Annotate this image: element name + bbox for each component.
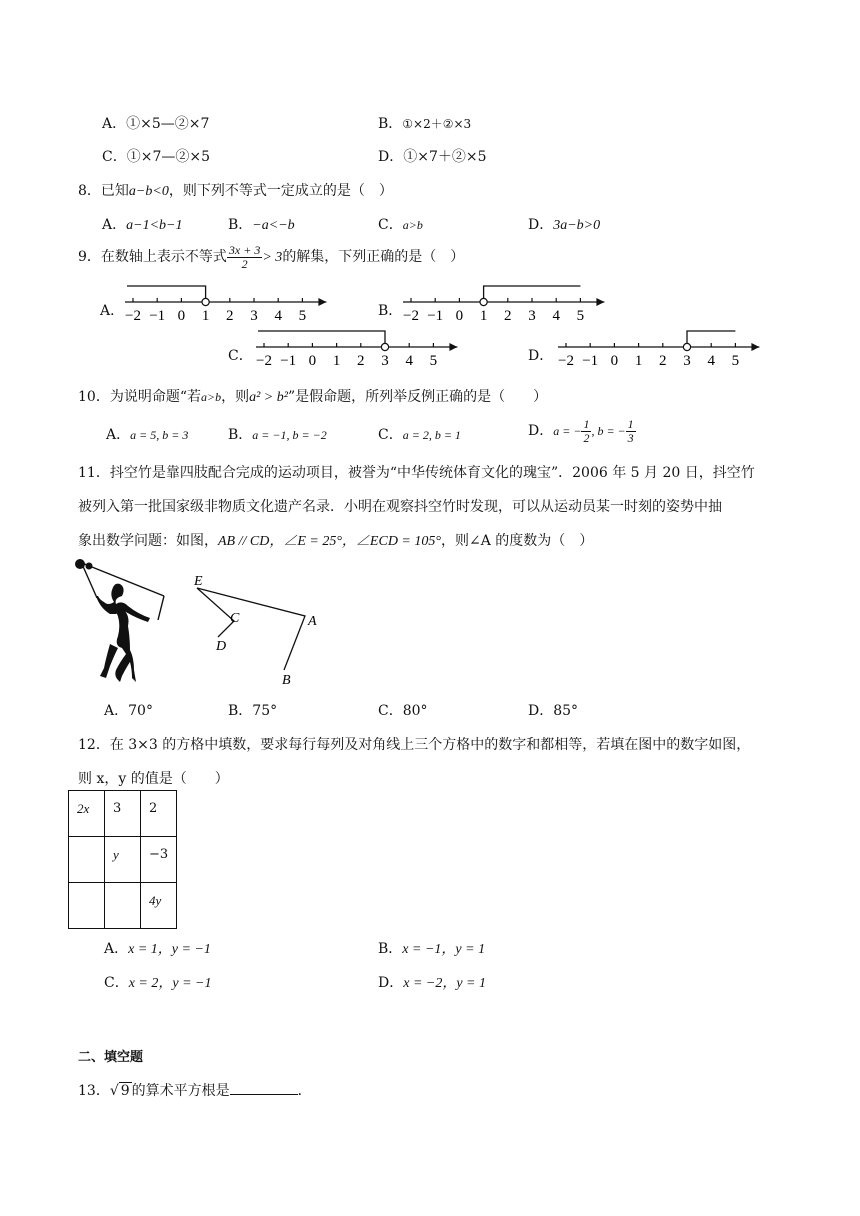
open-endpoint bbox=[480, 298, 487, 305]
q7-option-a: A．①×5—②×7 bbox=[102, 116, 210, 132]
number-line-b bbox=[403, 286, 604, 324]
grid-cell bbox=[105, 883, 141, 929]
q12-line-2: 则 x，y 的值是（ ） bbox=[78, 771, 229, 787]
tick-label: 5 bbox=[298, 308, 307, 324]
grid-cell bbox=[69, 883, 105, 929]
diabolo-player-silhouette bbox=[70, 558, 170, 688]
tick-label: 0 bbox=[308, 353, 317, 369]
axis-arrow bbox=[318, 298, 326, 306]
q11-option-d: D．85° bbox=[528, 703, 579, 719]
number-line-d bbox=[558, 331, 759, 369]
tick-label: 3 bbox=[683, 353, 691, 369]
tick-label: 2 bbox=[504, 308, 512, 324]
tick-label: 2 bbox=[659, 353, 667, 369]
q9-stem: 9．在数轴上表示不等式 $\frac{3x + 3}{2}$ > 3的解集，下列正确的是（ ） bbox=[78, 243, 465, 271]
q7-option-b: B．①×2＋②×3 bbox=[378, 116, 472, 132]
label-c: C bbox=[230, 611, 240, 626]
tick-label: 2 bbox=[226, 308, 234, 324]
tick-label: −2 bbox=[125, 308, 141, 324]
q13-stem: 13．√ 9 的算术平方根是 ． bbox=[78, 1083, 312, 1099]
q11-line-2: 被列入第一批国家级非物质文化遗产名录．小明在观察抖空竹时发现，可以从运动员某一时刻的姿势中抽 bbox=[78, 499, 722, 515]
tick-label: −1 bbox=[280, 353, 297, 369]
open-endpoint bbox=[202, 298, 209, 305]
grid-cell: 3 bbox=[105, 791, 141, 837]
tick-label: 1 bbox=[634, 353, 643, 369]
q12-option-b: B．x = −1，y = 1 bbox=[378, 941, 486, 957]
axis-arrow bbox=[449, 343, 457, 351]
tick-label: 3 bbox=[381, 353, 389, 369]
tick-label: −2 bbox=[403, 308, 419, 324]
label-e: E bbox=[194, 574, 203, 589]
solution-ray bbox=[127, 286, 206, 298]
q10-stem: 10．为说明命题“若a>b，则a² > b²”是假命题，所列举反例正确的是（ ） bbox=[78, 389, 548, 405]
q11-option-b: B．75° bbox=[228, 703, 278, 719]
label-b: B bbox=[282, 673, 291, 688]
answer-blank bbox=[230, 1082, 298, 1095]
q12-line-1: 12．在 3×3 的方格中填数，要求每行每列及对角线上三个方格中的数字和都相等，若填在图中的数字如图， bbox=[78, 737, 751, 753]
q8-option-b: B．−a<−b bbox=[228, 217, 295, 233]
q11-line-3: 象出数学问题：如图，AB // CD，∠E = 25°，∠ECD = 105°，则∠A 的度数为（ ） bbox=[78, 533, 594, 549]
q11-line-1: 11．抖空竹是靠四肢配合完成的运动项目，被誉为“中华传统体育文化的瑰宝”．2006 年 5 月 20 日，抖空竹 bbox=[78, 465, 755, 481]
label-d: D bbox=[216, 639, 227, 654]
open-endpoint bbox=[381, 343, 388, 350]
q8-option-c: C．a>b bbox=[378, 217, 423, 233]
axis-arrow bbox=[751, 343, 759, 351]
q7-option-c: C．①×7—②×5 bbox=[102, 149, 210, 165]
q9-fraction: $\frac{3x + 3}{2}$ bbox=[228, 243, 261, 271]
tick-label: 4 bbox=[405, 353, 413, 369]
q11-geometry-figure bbox=[190, 570, 330, 690]
q10-option-c: C．a = 2, b = 1 bbox=[378, 427, 461, 443]
tick-label: 5 bbox=[429, 353, 438, 369]
solution-ray bbox=[687, 331, 735, 343]
q12-option-d: D．x = −2，y = 1 bbox=[378, 975, 487, 991]
tick-label: −1 bbox=[149, 308, 166, 324]
q10-option-d: D．a = − $\frac{1}{2}$ , b = − $\frac{1}{3}$ bbox=[528, 417, 634, 445]
q9-label-b: B． bbox=[378, 303, 403, 319]
tick-label: 3 bbox=[528, 308, 536, 324]
section-heading: 二、填空题 bbox=[78, 1050, 144, 1065]
magic-square-grid bbox=[68, 790, 177, 929]
tick-label: 0 bbox=[455, 308, 464, 324]
tick-label: −2 bbox=[558, 353, 574, 369]
tick-label: 1 bbox=[332, 353, 341, 369]
tick-label: 5 bbox=[576, 308, 585, 324]
tick-label: 2 bbox=[357, 353, 365, 369]
axis-arrow bbox=[596, 298, 604, 306]
number-line-a bbox=[125, 286, 326, 324]
q8-option-a: A．a−1<b−1 bbox=[102, 217, 183, 233]
tick-label: 0 bbox=[177, 308, 186, 324]
tick-label: −1 bbox=[582, 353, 599, 369]
grid-cell: 2 bbox=[141, 791, 177, 837]
tick-label: 5 bbox=[731, 353, 740, 369]
solution-ray bbox=[484, 286, 581, 298]
q9-label-a: A． bbox=[100, 303, 125, 319]
q9-number-lines bbox=[0, 0, 860, 400]
q9-label-c: C． bbox=[228, 348, 253, 364]
solution-ray bbox=[258, 331, 385, 343]
tick-label: −2 bbox=[256, 353, 272, 369]
tick-label: 4 bbox=[552, 308, 560, 324]
grid-cell: 4y bbox=[141, 883, 177, 929]
tick-label: 4 bbox=[274, 308, 282, 324]
grid-cell: y bbox=[105, 837, 141, 883]
q9-label-d: D． bbox=[528, 348, 554, 364]
tick-label: 4 bbox=[707, 353, 715, 369]
q11-option-a: A．70° bbox=[104, 703, 153, 719]
q7-option-d: D．①×7＋②×5 bbox=[378, 149, 487, 165]
q12-option-a: A．x = 1，y = −1 bbox=[104, 941, 211, 957]
grid-cell: 2x bbox=[69, 791, 105, 837]
tick-label: 1 bbox=[479, 308, 488, 324]
q10-option-a: A．a = 5, b = 3 bbox=[106, 427, 189, 443]
label-a: A bbox=[308, 614, 317, 629]
tick-label: −1 bbox=[427, 308, 444, 324]
grid-cell bbox=[69, 837, 105, 883]
q12-option-c: C．x = 2，y = −1 bbox=[104, 975, 212, 991]
q8-option-d: D．3a−b>0 bbox=[528, 217, 601, 233]
tick-label: 1 bbox=[201, 308, 210, 324]
q8-stem: 8．已知a−b<0，则下列不等式一定成立的是（ ） bbox=[78, 183, 393, 199]
number-line-c bbox=[256, 331, 457, 369]
grid-cell: −3 bbox=[141, 837, 177, 883]
tick-label: 0 bbox=[610, 353, 619, 369]
open-endpoint bbox=[683, 343, 690, 350]
tick-label: 3 bbox=[250, 308, 258, 324]
q10-option-b: B．a = −1, b = −2 bbox=[228, 427, 327, 443]
q11-option-c: C．80° bbox=[378, 703, 428, 719]
